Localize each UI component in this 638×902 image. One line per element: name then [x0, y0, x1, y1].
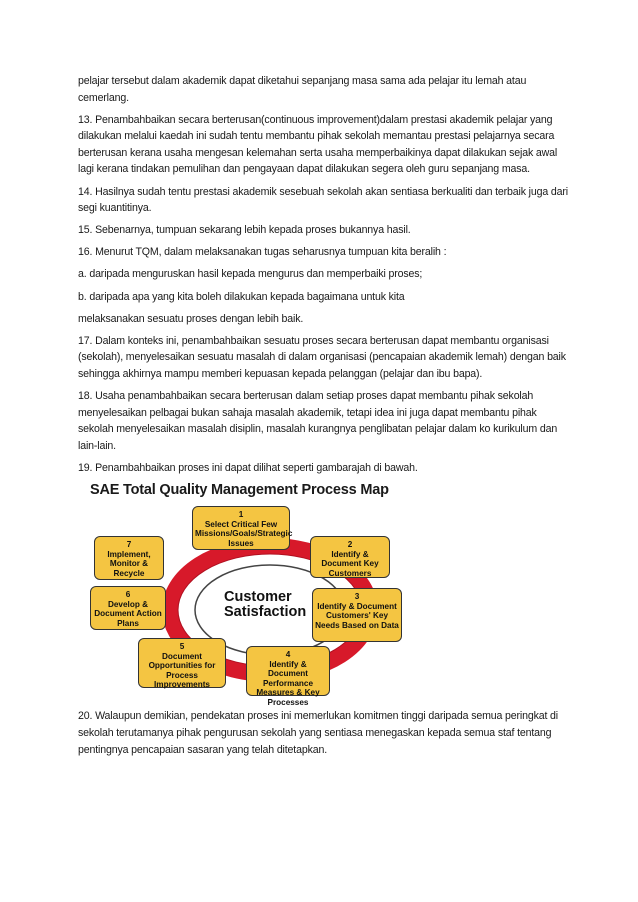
- paragraph-19: 19. Penambahbaikan proses ini dapat dilihat seperti gambarajah di bawah.: [78, 461, 418, 474]
- paragraph-17: 17. Dalam konteks ini, penambahbaikan sesuatu proses secara berterusan dapat membantu organisasi (sekolah), menyelesaikan sesuatu masalah di dalam organisasi (pencapaian akademik lemah) dengan baik sehingga akhirnya mampu memberi kepuasan kepada pelanggan (pelajar dan ibu bapa).: [78, 334, 566, 380]
- step-3-number: 3: [354, 592, 360, 602]
- step-6-box: [90, 586, 166, 630]
- list-item-a: a. daripada menguruskan hasil kepada mengurus dan memperbaiki proses;: [78, 268, 423, 281]
- center-label-line1: Customer: [224, 589, 292, 606]
- paragraph-18: 18. Usaha penambahbaikan secara berterusan dalam setiap proses dapat membantu pihak sekolah menyelesaikan pelbagai bukan sahaja masalah akademik, tetapi idea ini juga dapat membantu pihak sekolah menyelesaikan masalah disiplin, masalah kurangnya penglibatan pelajar dalam ko kurikulum dan lain-lain.: [78, 390, 558, 452]
- center-label: [224, 590, 306, 620]
- step-5-box: [138, 638, 226, 688]
- paragraph-13: 13. Penambahbaikan secara berterusan(continuous improvement)dalam prestasi akademik pelajar yang dilakukan melalui kaedah ini sudah tentu membantu pihak sekolah memantau prestasi pelajarnya secara berterusan kerana usaha mengesan kelemahan serta usaha memperbaikinya dapat dilakukan sejak awal lagi kerana tindakan pemulihan dan pengayaan dapat dilakukan segera oleh guru sepanjang masa.: [78, 113, 558, 176]
- step-2-number: 2: [347, 540, 353, 550]
- step-4-number: 4: [285, 650, 291, 660]
- step-7-text: Implement, Monitor & Recycle: [107, 549, 151, 578]
- figure-title: SAE Total Quality Management Process Map: [90, 482, 389, 499]
- paragraph-15: 15. Sebenarnya, tumpuan sekarang lebih kepada proses bukannya hasil.: [78, 224, 411, 237]
- paragraph-20: 20. Walaupun demikian, pendekatan proses ini memerlukan komitmen tinggi daripada semua peringkat di sekolah terutamanya pihak pengurusan sekolah yang sentiasa menegaskan kepada semua staf tentang pentingnya pencapaian sasaran yang telah ditetapkan.: [78, 710, 558, 756]
- step-1-number: 1: [238, 510, 244, 520]
- step-6-text: Develop & Document Action Plans: [94, 599, 162, 628]
- paragraph-14: 14. Hasilnya sudah tentu prestasi akademik sesebuah sekolah akan sentiasa berkualiti dan terbaik juga dari segi kuantitinya.: [78, 185, 568, 215]
- step-4-text: Identify & Document Performance Measures & Key Processes: [256, 659, 320, 707]
- center-label-line2: Satisfaction: [224, 604, 307, 621]
- paragraph-16: 16. Menurut TQM, dalam melaksanakan tugas seharusnya tumpuan kita beralih :: [78, 246, 447, 259]
- step-5-number: 5: [179, 642, 185, 652]
- list-item-b: b. daripada apa yang kita boleh dilakukan kepada bagaimana untuk kita: [78, 290, 405, 303]
- list-item-b-cont: melaksanakan sesuatu proses dengan lebih baik.: [78, 312, 304, 325]
- step-2-text: Identify & Document Key Customers: [321, 549, 379, 578]
- step-2-box: [310, 536, 390, 578]
- document-page: [78, 73, 568, 764]
- step-7-number: 7: [126, 540, 132, 550]
- tqm-process-map: [82, 482, 432, 707]
- step-1-text: Select Critical Few Missions/Goals/Strategic Issues: [195, 519, 293, 548]
- step-1-box: [192, 506, 293, 550]
- step-6-number: 6: [125, 590, 131, 600]
- paragraph-12-cont: pelajar tersebut dalam akademik dapat diketahui sepanjang masa sama ada pelajar itu lemah atau cemerlang.: [78, 75, 527, 104]
- step-7-box: [94, 536, 164, 580]
- step-3-box: [312, 588, 402, 642]
- step-4-box: [246, 646, 330, 707]
- step-5-text: Document Opportunities for Process Improvements: [148, 651, 216, 690]
- step-3-text: Identify & Document Customers' Key Needs Based on Data: [315, 601, 399, 630]
